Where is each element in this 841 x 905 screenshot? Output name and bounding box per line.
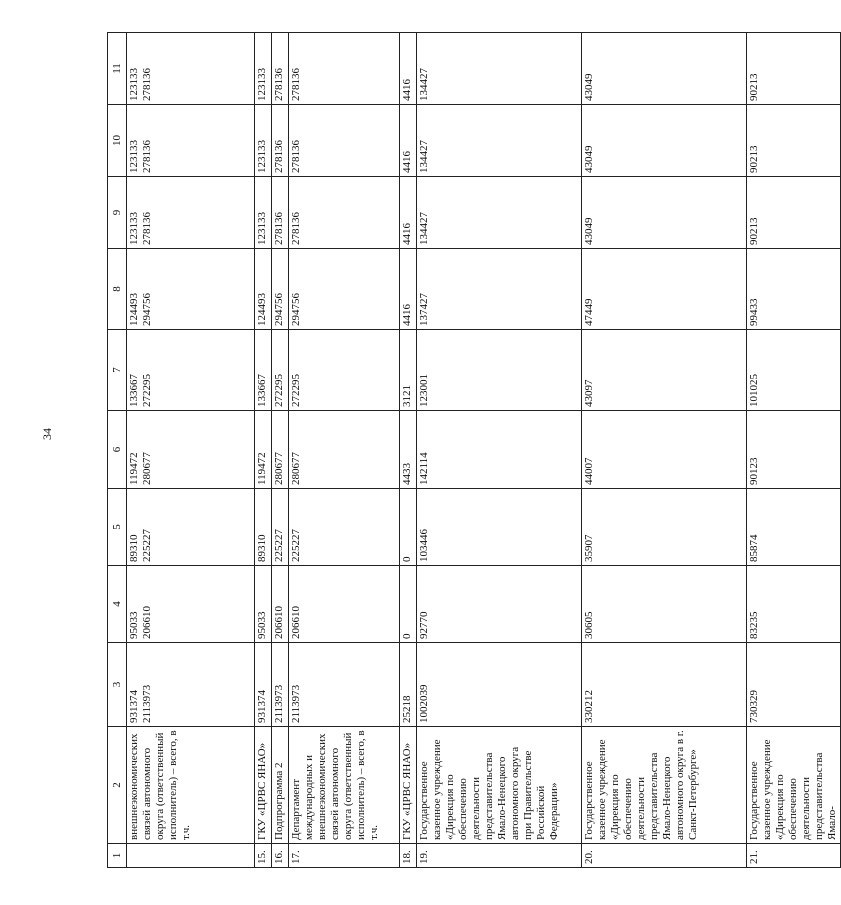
column-number-row bbox=[108, 33, 127, 868]
value-cell bbox=[289, 177, 400, 249]
cell-value: 119472 bbox=[256, 452, 268, 485]
cell-value: 101025 bbox=[748, 374, 760, 407]
table-row bbox=[747, 33, 841, 868]
cell-value: 137427 bbox=[418, 293, 430, 326]
cell-value: 272295 bbox=[290, 374, 302, 407]
cell-value: 278136 bbox=[273, 140, 285, 173]
value-cell bbox=[127, 330, 255, 411]
page-number: 34 bbox=[40, 428, 54, 440]
value-cell bbox=[272, 489, 289, 566]
column-number: 2 bbox=[108, 727, 127, 844]
value-cell bbox=[417, 330, 582, 411]
cell-value: 43097 bbox=[583, 379, 595, 407]
value-cell bbox=[400, 105, 417, 177]
value-cell bbox=[417, 177, 582, 249]
cell-value: 123133 bbox=[256, 212, 268, 245]
cell-value: 44007 bbox=[583, 457, 595, 485]
value-cell bbox=[747, 177, 841, 249]
cell-value: 278136 bbox=[290, 68, 302, 101]
value-cell bbox=[747, 489, 841, 566]
value-cell bbox=[582, 33, 747, 105]
value-cell bbox=[747, 330, 841, 411]
cell-value: 4433 bbox=[401, 463, 413, 485]
cell-value: 89310 bbox=[256, 534, 268, 562]
value-cell bbox=[127, 105, 255, 177]
value-cell bbox=[417, 411, 582, 489]
value-cell bbox=[747, 105, 841, 177]
cell-value: 931374 bbox=[256, 690, 268, 723]
value-cell bbox=[255, 566, 272, 643]
cell-value: 4416 bbox=[401, 304, 413, 326]
value-cell bbox=[400, 566, 417, 643]
value-cell bbox=[127, 489, 255, 566]
cell-value: 133667 bbox=[128, 374, 140, 407]
value-cell bbox=[417, 566, 582, 643]
table-row bbox=[400, 33, 417, 868]
cell-value: 278136 bbox=[273, 212, 285, 245]
cell-value: 0 bbox=[401, 633, 413, 639]
cell-value: 225227 bbox=[141, 529, 153, 562]
cell-value: 123001 bbox=[418, 374, 430, 407]
value-cell bbox=[272, 566, 289, 643]
value-cell bbox=[127, 411, 255, 489]
value-cell bbox=[272, 33, 289, 105]
row-name: Государственное казенное учреждение «Дирекция по обеспечению деятельности представительства Ямало-Ненецкого автономного округа при Правительстве Российской Федерации» bbox=[417, 727, 582, 844]
cell-value: 133667 bbox=[256, 374, 268, 407]
value-cell bbox=[582, 489, 747, 566]
cell-value: 4416 bbox=[401, 79, 413, 101]
row-number: 21. bbox=[747, 844, 841, 868]
value-cell bbox=[747, 33, 841, 105]
cell-value: 30605 bbox=[583, 611, 595, 639]
value-cell bbox=[289, 411, 400, 489]
table-row bbox=[272, 33, 289, 868]
cell-value: 90213 bbox=[748, 73, 760, 101]
cell-value: 278136 bbox=[141, 68, 153, 101]
cell-value: 123133 bbox=[128, 212, 140, 245]
value-cell bbox=[289, 105, 400, 177]
table-row bbox=[255, 33, 272, 868]
column-number: 11 bbox=[108, 33, 127, 105]
value-cell bbox=[582, 643, 747, 727]
cell-value: 278136 bbox=[141, 140, 153, 173]
cell-value: 3121 bbox=[401, 385, 413, 407]
value-cell bbox=[289, 249, 400, 330]
value-cell bbox=[582, 330, 747, 411]
row-name: ГКУ «ЦРВС ЯНАО» bbox=[255, 727, 272, 844]
cell-value: 43049 bbox=[583, 145, 595, 173]
row-name: Государственное казенное учреждение «Дирекция по обеспечению деятельности представительства Ямало- bbox=[747, 727, 841, 844]
value-cell bbox=[289, 33, 400, 105]
column-number: 7 bbox=[108, 330, 127, 411]
cell-value: 730329 bbox=[748, 690, 760, 723]
cell-value: 4416 bbox=[401, 151, 413, 173]
cell-value: 278136 bbox=[273, 68, 285, 101]
cell-value: 931374 bbox=[128, 690, 140, 723]
value-cell bbox=[289, 643, 400, 727]
row-name: Государственное казенное учреждение «Дирекция по обеспечению деятельности представительства Ямало-Ненецкого автономного округа в г. Санкт-Петербурге» bbox=[582, 727, 747, 844]
value-cell bbox=[747, 249, 841, 330]
value-cell bbox=[400, 33, 417, 105]
row-name: Департамент международных и внешнеэкономических связей автономного округа (ответственный исполнитель) – всего, в т.ч. bbox=[289, 727, 400, 844]
value-cell bbox=[272, 249, 289, 330]
cell-value: 123133 bbox=[128, 140, 140, 173]
cell-value: 85874 bbox=[748, 534, 760, 562]
cell-value: 142114 bbox=[418, 452, 430, 485]
column-number: 1 bbox=[108, 844, 127, 868]
value-cell bbox=[417, 105, 582, 177]
value-cell bbox=[289, 566, 400, 643]
cell-value: 123133 bbox=[256, 140, 268, 173]
column-number: 9 bbox=[108, 177, 127, 249]
cell-value: 123133 bbox=[256, 68, 268, 101]
cell-value: 278136 bbox=[141, 212, 153, 245]
cell-value: 83235 bbox=[748, 611, 760, 639]
cell-value: 99433 bbox=[748, 298, 760, 326]
cell-value: 95033 bbox=[128, 611, 140, 639]
row-number: 18. bbox=[400, 844, 417, 868]
row-number: 17. bbox=[289, 844, 400, 868]
budget-table bbox=[107, 32, 841, 868]
value-cell bbox=[127, 249, 255, 330]
value-cell bbox=[272, 411, 289, 489]
cell-value: 47449 bbox=[583, 298, 595, 326]
value-cell bbox=[289, 330, 400, 411]
cell-value: 280677 bbox=[290, 452, 302, 485]
table-row bbox=[289, 33, 400, 868]
cell-value: 294756 bbox=[290, 293, 302, 326]
rotated-table-container bbox=[107, 33, 838, 868]
value-cell bbox=[417, 489, 582, 566]
value-cell bbox=[127, 177, 255, 249]
cell-value: 4416 bbox=[401, 223, 413, 245]
cell-value: 278136 bbox=[290, 212, 302, 245]
value-cell bbox=[289, 489, 400, 566]
row-name: Подпрограмма 2 bbox=[272, 727, 289, 844]
row-name: внешнеэкономических связей автономного округа (ответственный исполнитель) – всего, в т.ч. bbox=[127, 727, 255, 844]
row-number: 20. bbox=[582, 844, 747, 868]
cell-value: 103446 bbox=[418, 529, 430, 562]
cell-value: 280677 bbox=[273, 452, 285, 485]
value-cell bbox=[400, 489, 417, 566]
value-cell bbox=[582, 249, 747, 330]
value-cell bbox=[272, 105, 289, 177]
value-cell bbox=[255, 330, 272, 411]
table-row bbox=[582, 33, 747, 868]
cell-value: 134427 bbox=[418, 68, 430, 101]
cell-value: 95033 bbox=[256, 611, 268, 639]
row-number: 16. bbox=[272, 844, 289, 868]
cell-value: 225227 bbox=[290, 529, 302, 562]
value-cell bbox=[582, 177, 747, 249]
row-name: ГКУ «ЦРВС ЯНАО» bbox=[400, 727, 417, 844]
row-number bbox=[127, 844, 255, 868]
value-cell bbox=[255, 105, 272, 177]
cell-value: 124493 bbox=[256, 293, 268, 326]
value-cell bbox=[127, 33, 255, 105]
value-cell bbox=[255, 177, 272, 249]
value-cell bbox=[272, 330, 289, 411]
cell-value: 134427 bbox=[418, 140, 430, 173]
value-cell bbox=[400, 177, 417, 249]
cell-value: 134427 bbox=[418, 212, 430, 245]
column-number: 5 bbox=[108, 489, 127, 566]
cell-value: 0 bbox=[401, 556, 413, 562]
value-cell bbox=[400, 330, 417, 411]
cell-value: 119472 bbox=[128, 452, 140, 485]
cell-value: 92770 bbox=[418, 611, 430, 639]
cell-value: 272295 bbox=[141, 374, 153, 407]
value-cell bbox=[417, 33, 582, 105]
row-number: 15. bbox=[255, 844, 272, 868]
table-row bbox=[127, 33, 255, 868]
value-cell bbox=[255, 643, 272, 727]
value-cell bbox=[582, 566, 747, 643]
value-cell bbox=[255, 33, 272, 105]
column-number: 10 bbox=[108, 105, 127, 177]
cell-value: 2113973 bbox=[141, 684, 153, 723]
value-cell bbox=[400, 249, 417, 330]
cell-value: 330212 bbox=[583, 690, 595, 723]
cell-value: 272295 bbox=[273, 374, 285, 407]
table-body bbox=[108, 33, 841, 868]
cell-value: 1002039 bbox=[418, 684, 430, 723]
cell-value: 278136 bbox=[290, 140, 302, 173]
value-cell bbox=[747, 643, 841, 727]
value-cell bbox=[255, 411, 272, 489]
cell-value: 2113973 bbox=[273, 684, 285, 723]
cell-value: 294756 bbox=[273, 293, 285, 326]
cell-value: 225227 bbox=[273, 529, 285, 562]
cell-value: 43049 bbox=[583, 73, 595, 101]
value-cell bbox=[272, 177, 289, 249]
value-cell bbox=[400, 411, 417, 489]
cell-value: 35907 bbox=[583, 534, 595, 562]
column-number: 4 bbox=[108, 566, 127, 643]
value-cell bbox=[127, 643, 255, 727]
value-cell bbox=[272, 643, 289, 727]
cell-value: 2113973 bbox=[290, 684, 302, 723]
value-cell bbox=[255, 489, 272, 566]
column-number: 3 bbox=[108, 643, 127, 727]
value-cell bbox=[400, 643, 417, 727]
cell-value: 206610 bbox=[273, 606, 285, 639]
cell-value: 206610 bbox=[141, 606, 153, 639]
value-cell bbox=[747, 411, 841, 489]
cell-value: 89310 bbox=[128, 534, 140, 562]
cell-value: 123133 bbox=[128, 68, 140, 101]
row-number: 19. bbox=[417, 844, 582, 868]
cell-value: 206610 bbox=[290, 606, 302, 639]
value-cell bbox=[582, 105, 747, 177]
column-number: 8 bbox=[108, 249, 127, 330]
value-cell bbox=[747, 566, 841, 643]
cell-value: 25218 bbox=[401, 695, 413, 723]
cell-value: 124493 bbox=[128, 293, 140, 326]
value-cell bbox=[255, 249, 272, 330]
cell-value: 294756 bbox=[141, 293, 153, 326]
cell-value: 90213 bbox=[748, 145, 760, 173]
cell-value: 43049 bbox=[583, 217, 595, 245]
value-cell bbox=[127, 566, 255, 643]
cell-value: 90123 bbox=[748, 457, 760, 485]
cell-value: 280677 bbox=[141, 452, 153, 485]
value-cell bbox=[417, 249, 582, 330]
cell-value: 90213 bbox=[748, 217, 760, 245]
table-row bbox=[417, 33, 582, 868]
column-number: 6 bbox=[108, 411, 127, 489]
value-cell bbox=[582, 411, 747, 489]
value-cell bbox=[417, 643, 582, 727]
